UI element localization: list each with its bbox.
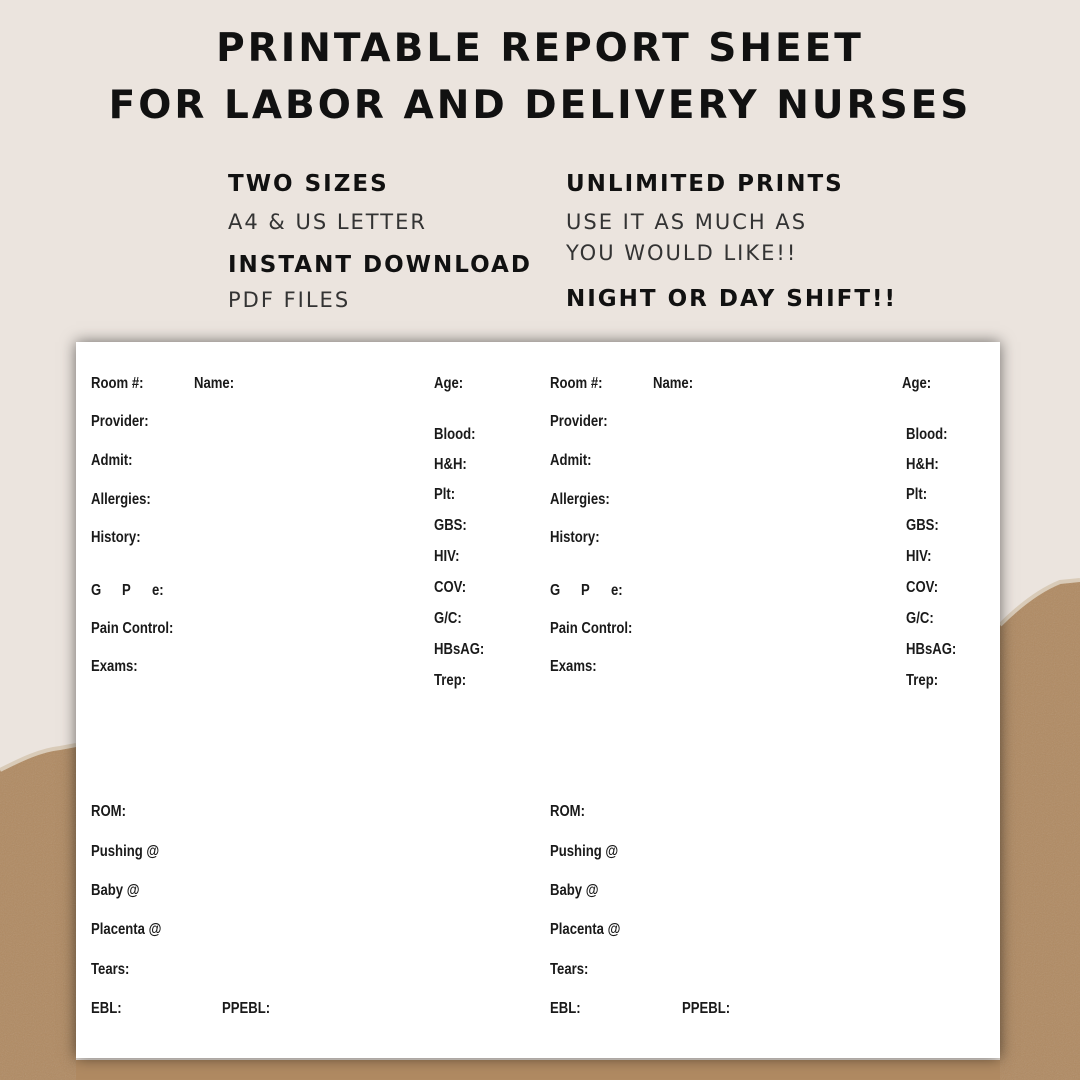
trep-label: Trep: — [906, 672, 939, 689]
plt-label: Plt: — [906, 486, 928, 503]
report-panel-right — [535, 342, 997, 1058]
trep-label: Trep: — [434, 672, 467, 689]
instant-download-heading: INSTANT DOWNLOAD — [228, 252, 532, 278]
room-label: Room #: — [91, 375, 144, 392]
ebl-label: EBL: — [91, 1000, 122, 1017]
gbs-label: GBS: — [434, 517, 467, 534]
report-sheet-preview — [76, 342, 1000, 1058]
title-line-2: FOR LABOR AND DELIVERY NURSES — [108, 83, 972, 128]
admit-label: Admit: — [550, 452, 592, 469]
e-label: e: — [611, 582, 623, 599]
provider-label: Provider: — [550, 413, 608, 430]
two-sizes-detail: A4 & US LETTER — [228, 210, 427, 234]
provider-label: Provider: — [91, 413, 149, 430]
allergies-label: Allergies: — [91, 491, 151, 508]
age-label: Age: — [902, 375, 932, 392]
g-label: G — [91, 582, 102, 599]
cov-label: COV: — [906, 579, 939, 596]
name-label: Name: — [194, 375, 235, 392]
unlimited-prints-heading: UNLIMITED PRINTS — [566, 171, 844, 197]
night-day-shift-heading: NIGHT OR DAY SHIFT!! — [566, 286, 898, 312]
ebl-label: EBL: — [550, 1000, 581, 1017]
ppebl-label: PPEBL: — [682, 1000, 731, 1017]
placenta-label: Placenta @ — [91, 921, 162, 938]
rom-label: ROM: — [91, 803, 126, 820]
tears-label: Tears: — [91, 961, 130, 978]
gc-label: G/C: — [906, 610, 934, 627]
e-label: e: — [152, 582, 164, 599]
gbs-label: GBS: — [906, 517, 939, 534]
title-line-1: PRINTABLE REPORT SHEET — [216, 26, 864, 71]
report-panel-left — [76, 342, 538, 1058]
ppebl-label: PPEBL: — [222, 1000, 271, 1017]
tears-label: Tears: — [550, 961, 589, 978]
p-label: P — [581, 582, 590, 599]
allergies-label: Allergies: — [550, 491, 610, 508]
gc-label: G/C: — [434, 610, 462, 627]
pushing-label: Pushing @ — [91, 843, 160, 860]
unlimited-prints-detail-2: YOU WOULD LIKE!! — [566, 241, 798, 265]
pain-control-label: Pain Control: — [550, 620, 633, 637]
placenta-label: Placenta @ — [550, 921, 621, 938]
blood-label: Blood: — [906, 426, 948, 443]
history-label: History: — [550, 529, 600, 546]
pushing-label: Pushing @ — [550, 843, 619, 860]
plt-label: Plt: — [434, 486, 456, 503]
blood-label: Blood: — [434, 426, 476, 443]
cov-label: COV: — [434, 579, 467, 596]
age-label: Age: — [434, 375, 464, 392]
hbsag-label: HBsAG: — [906, 641, 957, 658]
instant-download-detail: PDF FILES — [228, 288, 351, 312]
unlimited-prints-detail-1: USE IT AS MUCH AS — [566, 210, 808, 234]
history-label: History: — [91, 529, 141, 546]
page-title — [0, 20, 1080, 134]
admit-label: Admit: — [91, 452, 133, 469]
p-label: P — [122, 582, 131, 599]
two-sizes-heading: TWO SIZES — [228, 171, 389, 197]
pain-control-label: Pain Control: — [91, 620, 174, 637]
hiv-label: HIV: — [434, 548, 460, 565]
baby-label: Baby @ — [91, 882, 140, 899]
hbsag-label: HBsAG: — [434, 641, 485, 658]
g-label: G — [550, 582, 561, 599]
baby-label: Baby @ — [550, 882, 599, 899]
rom-label: ROM: — [550, 803, 585, 820]
room-label: Room #: — [550, 375, 603, 392]
exams-label: Exams: — [550, 658, 597, 675]
name-label: Name: — [653, 375, 694, 392]
hh-label: H&H: — [906, 456, 939, 473]
hh-label: H&H: — [434, 456, 467, 473]
exams-label: Exams: — [91, 658, 138, 675]
hiv-label: HIV: — [906, 548, 932, 565]
